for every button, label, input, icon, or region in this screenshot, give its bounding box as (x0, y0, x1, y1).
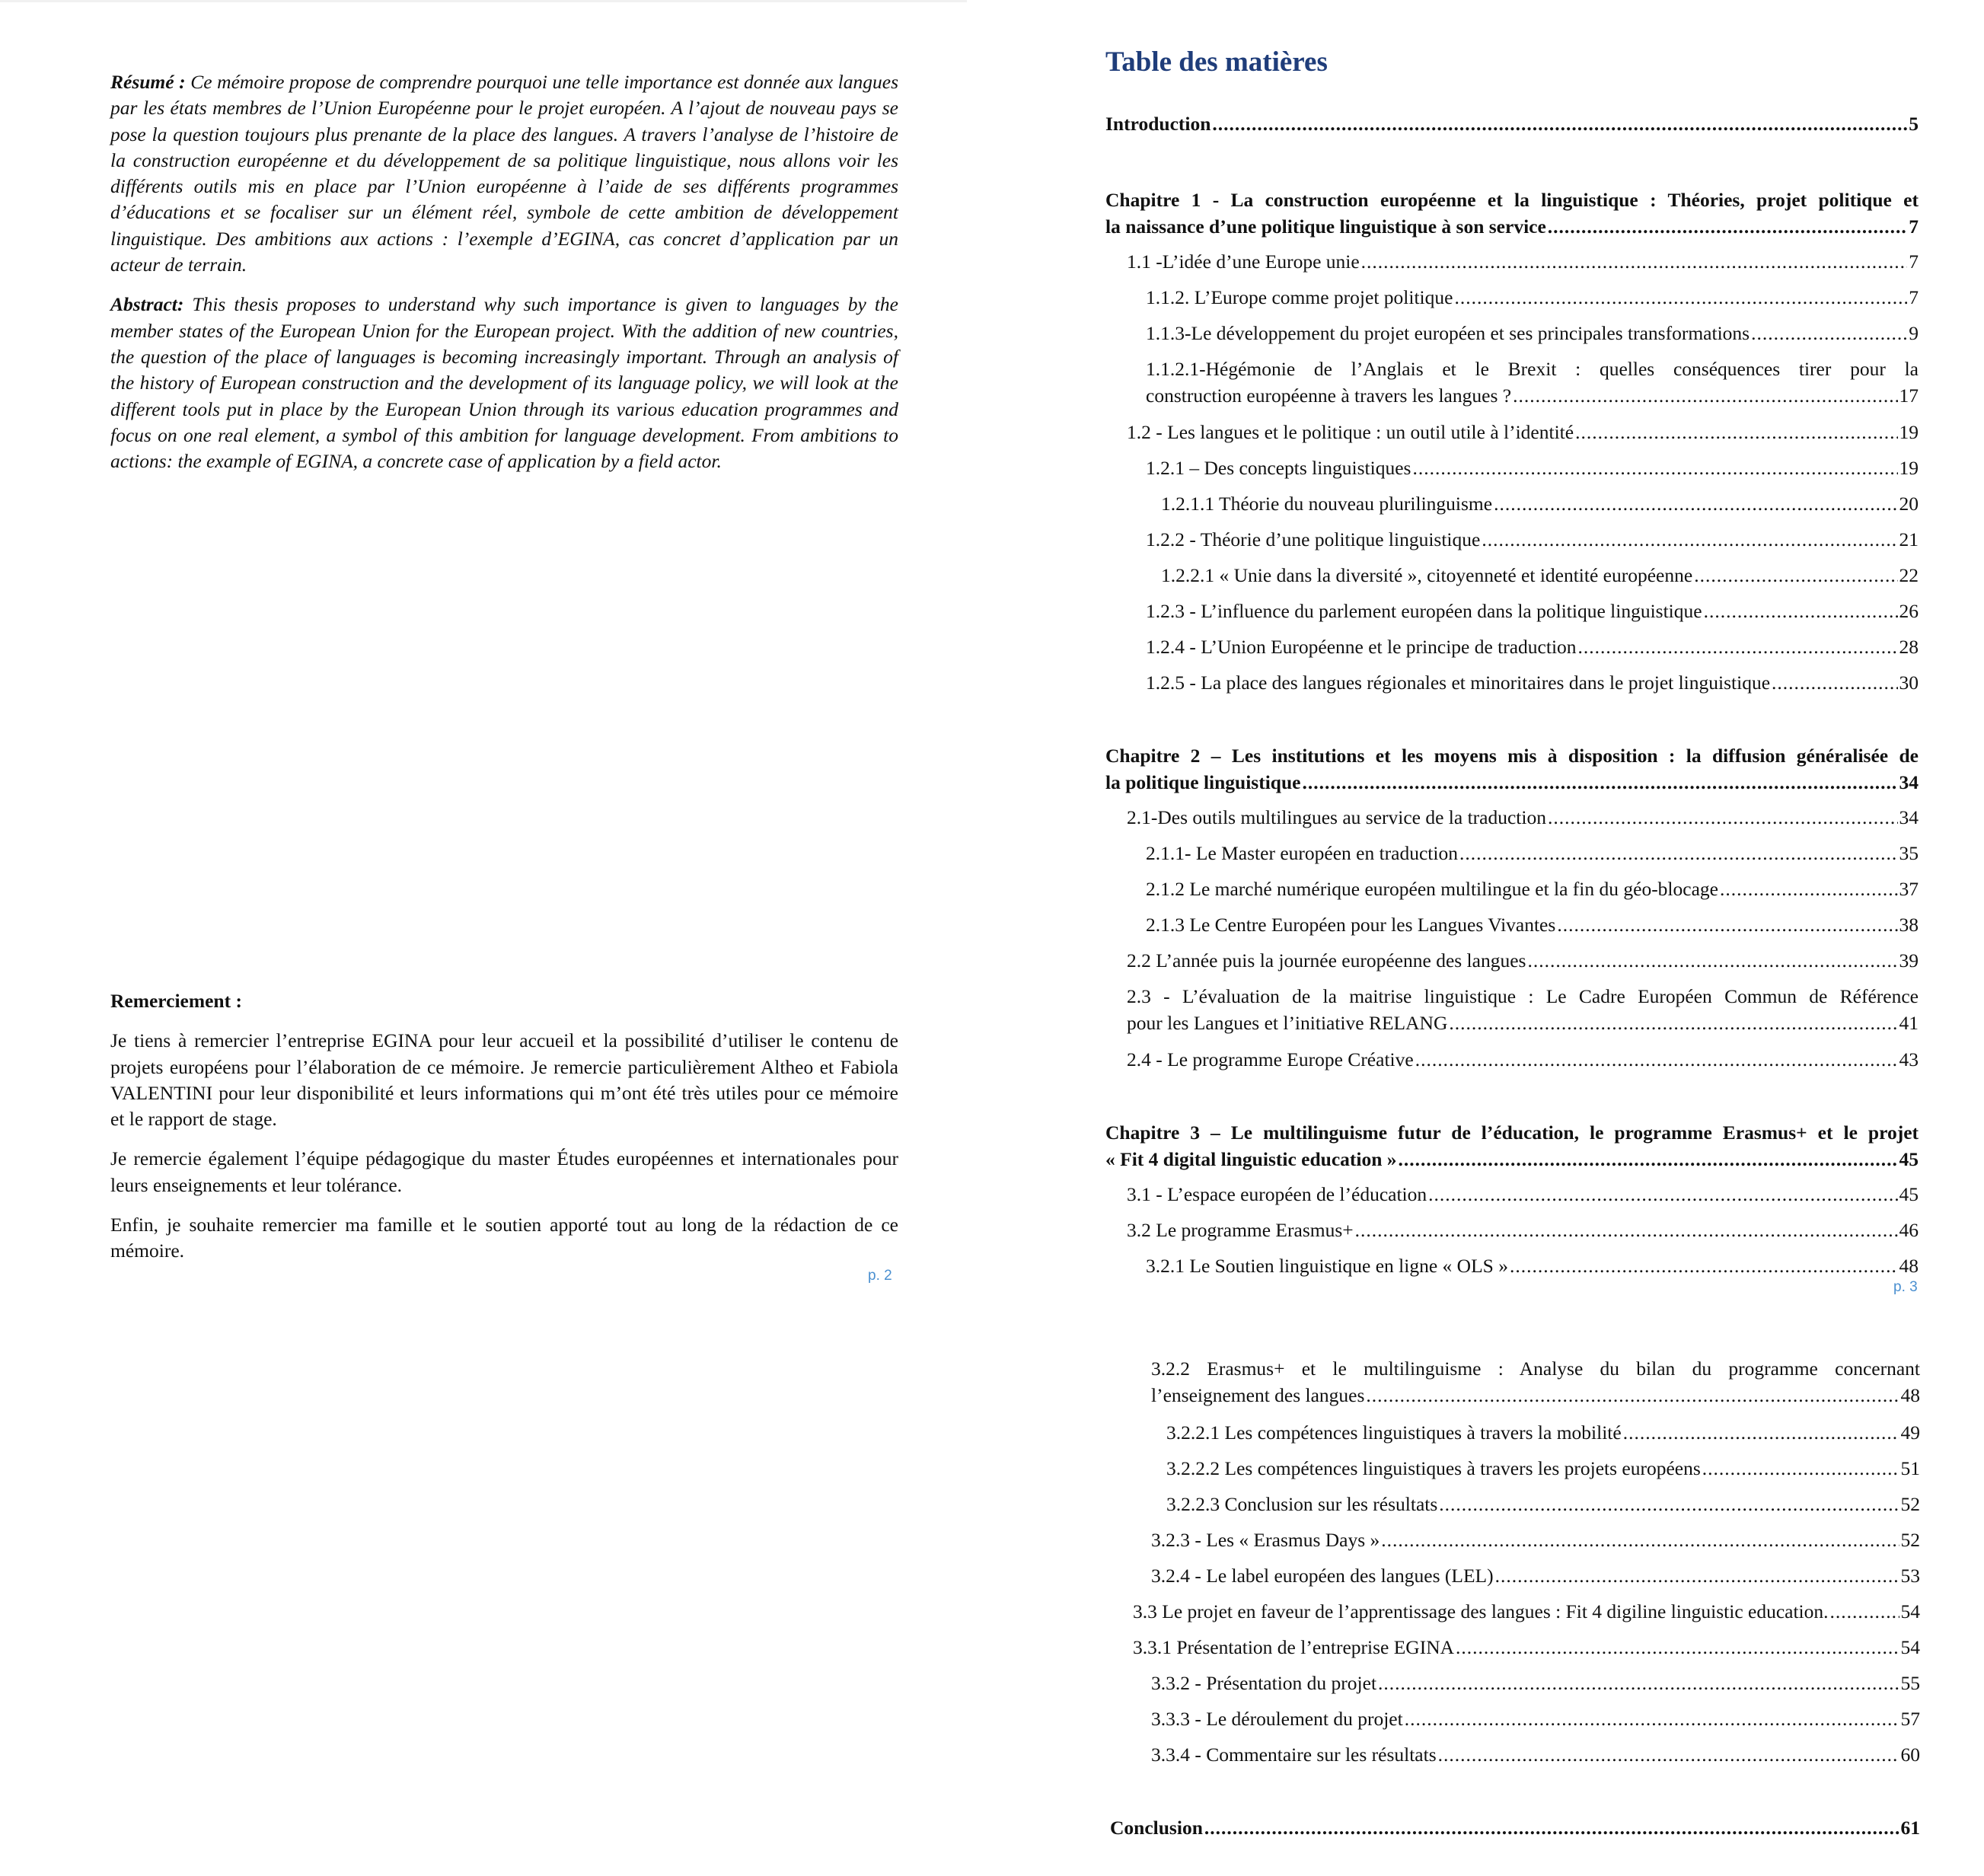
toc-entry-line (1146, 455, 1919, 481)
toc-entry-page: 49 (1900, 1421, 1920, 1444)
toc-entry-page: 54 (1900, 1636, 1920, 1658)
toc-entry-page: 52 (1900, 1493, 1920, 1515)
toc-entry[interactable] (1110, 1814, 1920, 1841)
toc-entry-label-line: Chapitre 2 – Les institutions et les moyens mis à disposition : la diffusion généralisée de (1105, 745, 1919, 767)
toc-entry[interactable] (1151, 1705, 1920, 1732)
toc-entry-label: 3.2.2.3 Conclusion sur les résultats (1166, 1493, 1438, 1515)
toc-dot-leader (1495, 1562, 1899, 1589)
toc-entry[interactable] (1127, 1181, 1919, 1208)
toc-entry-line (1105, 110, 1919, 137)
toc-dot-leader (1438, 1741, 1899, 1768)
toc-entry-page: 26 (1899, 600, 1919, 622)
acknowledgements-section (110, 988, 898, 1278)
toc-entry-label: Conclusion (1110, 1817, 1203, 1839)
toc-entry[interactable] (1146, 633, 1919, 660)
toc-title: Table des matières (1105, 46, 1328, 78)
abstract-label: Abstract: (110, 293, 184, 316)
toc-entry[interactable] (1105, 742, 1919, 796)
toc-entry[interactable] (1146, 284, 1919, 311)
toc-dot-leader (1494, 490, 1897, 517)
toc-entry[interactable] (1146, 911, 1919, 938)
toc-dot-leader (1548, 804, 1898, 831)
toc-entry-label: 3.3.3 - Le déroulement du projet (1151, 1708, 1403, 1730)
toc-entry-page: 41 (1899, 1012, 1919, 1034)
toc-dot-leader (1428, 1181, 1897, 1208)
toc-entry-label: 3.2 Le programme Erasmus+ (1127, 1219, 1354, 1241)
toc-entry-label: 3.1 - L’espace européen de l’éducation (1127, 1183, 1427, 1205)
toc-entry-line (1133, 1598, 1920, 1625)
toc-dot-leader (1513, 382, 1897, 409)
toc-entry-line (1127, 1046, 1919, 1073)
toc-dot-leader (1510, 1252, 1898, 1279)
toc-entry-line (1110, 1814, 1920, 1841)
toc-entry-label: 1.2.5 - La place des langues régionales et minoritaires dans le projet linguistique (1146, 672, 1771, 694)
toc-entry-label: pour les Langues et l’initiative RELANG (1127, 1012, 1448, 1034)
toc-entry-line (1166, 1419, 1920, 1446)
toc-entry-line (1146, 320, 1919, 346)
toc-entry-line (1146, 284, 1919, 311)
page-number-left: p. 2 (868, 1268, 892, 1284)
right-page (1066, 0, 1984, 1876)
toc-dot-leader (1399, 1146, 1898, 1172)
toc-entry-line (1146, 633, 1919, 660)
toc-entry-page: 45 (1899, 1148, 1919, 1170)
page-number-right: p. 3 (1893, 1279, 1918, 1295)
toc-entry[interactable] (1127, 983, 1919, 1036)
toc-entry-label: 1.2 - Les langues et le politique : un outil utile à l’identité (1127, 421, 1574, 443)
toc-dot-leader (1366, 1382, 1899, 1409)
acknowledgements-title: Remerciement : (110, 990, 242, 1012)
toc-entry[interactable] (1146, 1252, 1919, 1279)
toc-entry[interactable] (1133, 1634, 1920, 1661)
toc-entry-label-line: Chapitre 3 – Le multilinguisme futur de l’éducation, le programme Erasmus+ et le projet (1105, 1121, 1919, 1144)
toc-dot-leader (1623, 1419, 1899, 1446)
toc-dot-leader (1378, 1670, 1899, 1696)
toc-entry-page: 19 (1899, 457, 1919, 479)
toc-entry-label: 1.2.4 - L’Union Européenne et le principe de traduction (1146, 636, 1577, 658)
toc-entry-page: 7 (1909, 286, 1919, 308)
toc-entry[interactable] (1105, 110, 1919, 137)
toc-entry-page: 43 (1899, 1048, 1919, 1070)
toc-entry-label: 2.1.2 Le marché numérique européen multilingue et la fin du géo-blocage (1146, 878, 1718, 900)
toc-entry-line (1146, 876, 1919, 902)
toc-entry-page: 54 (1900, 1600, 1920, 1622)
toc-entry-label: l’enseignement des langues (1151, 1384, 1365, 1406)
toc-entry[interactable] (1151, 1527, 1920, 1553)
toc-entry-line (1105, 769, 1919, 796)
toc-dot-leader (1439, 1491, 1899, 1517)
toc-entry-line (1127, 1217, 1919, 1243)
toc-dot-leader (1548, 213, 1907, 240)
toc-entry[interactable] (1151, 1741, 1920, 1768)
toc-dot-leader (1830, 1598, 1899, 1625)
toc-entry-line (1151, 1741, 1920, 1768)
toc-entry[interactable] (1166, 1491, 1920, 1517)
toc-entry-label: la politique linguistique (1105, 771, 1301, 793)
toc-dot-leader (1702, 1455, 1899, 1482)
toc-entry-label: 2.2 L’année puis la journée européenne des langues (1127, 949, 1526, 972)
toc-entry-label: 3.2.2.2 Les compétences linguistiques à travers les projets européens (1166, 1457, 1701, 1479)
toc-entry-page: 5 (1909, 113, 1919, 135)
toc-entry[interactable] (1161, 490, 1919, 517)
toc-entry-label: 3.3.2 - Présentation du projet (1151, 1672, 1377, 1694)
toc-dot-leader (1694, 562, 1897, 589)
toc-entry[interactable] (1146, 320, 1919, 346)
abstract-text: This thesis proposes to understand why such importance is given to languages by the member states of the European Union for the European project. With the addition of new countries, the question of the place of languages is becoming increasingly important. Through an analysis of the history of European construction and the development of its language policy, we will look at the different tools put in place by the European Union through its various education programmes and focus on one real element, a symbol of this ambition for language development. From ambitions to actions: the example of EGINA, a concrete case of application by a field actor. (110, 293, 898, 473)
toc-entry-label: 1.2.1 – Des concepts linguistiques (1146, 457, 1411, 479)
toc-entry-label: construction européenne à travers les langues ? (1146, 384, 1512, 407)
toc-entry-page: 30 (1899, 672, 1919, 694)
toc-entry-line (1127, 248, 1919, 275)
toc-dot-leader (1355, 1217, 1898, 1243)
toc-entry-line (1127, 419, 1919, 445)
toc-entry-label: 1.2.2.1 « Unie dans la diversité », citoyenneté et identité européenne (1161, 564, 1693, 586)
toc-entry-line (1146, 526, 1919, 553)
toc-dot-leader (1578, 633, 1898, 660)
toc-dot-leader (1381, 1527, 1899, 1553)
toc-entry-label: 1.2.3 - L’influence du parlement européen dans la politique linguistique (1146, 600, 1702, 622)
toc-entry[interactable] (1127, 1217, 1919, 1243)
toc-entry-label: 3.3.1 Présentation de l’entreprise EGINA (1133, 1636, 1455, 1658)
toc-entry-page: 9 (1909, 322, 1919, 344)
toc-entry-page: 7 (1909, 215, 1919, 238)
toc-entry-page: 57 (1900, 1708, 1920, 1730)
toc-entry-line (1166, 1491, 1920, 1517)
toc-entry-page: 38 (1899, 914, 1919, 936)
toc-entry-line (1127, 1181, 1919, 1208)
toc-entry-line (1105, 1146, 1919, 1172)
toc-dot-leader (1720, 876, 1898, 902)
toc-entry-label: 1.2.2 - Théorie d’une politique linguistique (1146, 528, 1481, 550)
toc-entry-line (1133, 1634, 1920, 1661)
toc-entry[interactable] (1151, 1562, 1920, 1589)
toc-dot-leader (1454, 284, 1907, 311)
toc-dot-leader (1751, 320, 1907, 346)
toc-entry-page: 7 (1909, 250, 1919, 273)
toc-entry[interactable] (1127, 804, 1919, 831)
toc-entry-label: 2.4 - Le programme Europe Créative (1127, 1048, 1414, 1070)
toc-entry-line (1151, 1670, 1920, 1696)
toc-entry[interactable] (1166, 1419, 1920, 1446)
acknowledgements-paragraph: Enfin, je souhaite remercier ma famille et le soutien apporté tout au long de la rédaction de ce mémoire. (110, 1214, 898, 1262)
toc-entry[interactable] (1161, 562, 1919, 589)
toc-entry-line (1105, 213, 1919, 240)
toc-entry-line (1127, 804, 1919, 831)
toc-entry-page: 46 (1899, 1219, 1919, 1241)
toc-entry-label-line: 1.1.2.1-Hégémonie de l’Anglais et le Brexit : quelles conséquences tirer pour la (1146, 358, 1919, 380)
toc-entry-line (1146, 1252, 1919, 1279)
toc-dot-leader (1527, 947, 1897, 974)
toc-entry-line (1166, 1455, 1920, 1482)
toc-entry-label: 2.1.3 Le Centre Européen pour les Langues Vivantes (1146, 914, 1556, 936)
toc-entry-line (1146, 840, 1919, 866)
toc-entry-line (1151, 1527, 1920, 1553)
toc-entry-label: « Fit 4 digital linguistic education » (1105, 1148, 1397, 1170)
toc-dot-leader (1772, 669, 1897, 696)
toc-entry-line (1127, 1010, 1919, 1036)
toc-entry[interactable] (1151, 1355, 1920, 1409)
toc-entry-label: 3.2.4 - Le label européen des langues (LEL) (1151, 1565, 1494, 1587)
toc-entry-page: 55 (1900, 1672, 1920, 1694)
toc-dot-leader (1459, 840, 1898, 866)
toc-entry[interactable] (1151, 1670, 1920, 1696)
toc-entry-page: 34 (1899, 771, 1919, 793)
toc-dot-leader (1704, 598, 1898, 624)
toc-entry-label-line: Chapitre 1 - La construction européenne et la linguistique : Théories, projet politique et (1105, 189, 1919, 211)
toc-dot-leader (1405, 1705, 1899, 1732)
toc-entry-label: 1.1.2. L’Europe comme projet politique (1146, 286, 1453, 308)
toc-entry-page: 48 (1899, 1255, 1919, 1277)
toc-dot-leader (1449, 1010, 1897, 1036)
toc-entry-page: 61 (1900, 1817, 1920, 1839)
toc-dot-leader (1557, 911, 1897, 938)
abstract-paragraph (110, 292, 898, 474)
toc-entry[interactable] (1146, 669, 1919, 696)
toc-dot-leader (1575, 419, 1897, 445)
toc-entry-label: 1.1.3-Le développement du projet européen et ses principales transformations (1146, 322, 1750, 344)
summary-section (110, 69, 898, 488)
toc-entry-page: 28 (1899, 636, 1919, 658)
toc-entry[interactable] (1146, 598, 1919, 624)
toc-entry-label: 3.3 Le projet en faveur de l’apprentissage des langues : Fit 4 digiline linguistic education. (1133, 1600, 1829, 1622)
toc-entry-line (1151, 1705, 1920, 1732)
toc-entry-page: 17 (1899, 384, 1919, 407)
toc-entry[interactable] (1105, 1119, 1919, 1172)
toc-entry-line (1127, 947, 1919, 974)
toc-entry[interactable] (1146, 356, 1919, 409)
toc-entry-page: 52 (1900, 1529, 1920, 1551)
toc-entry[interactable] (1127, 947, 1919, 974)
toc-dot-leader (1415, 1046, 1898, 1073)
toc-entry-label: 1.2.1.1 Théorie du nouveau plurilinguisme (1161, 493, 1493, 515)
toc-entry-label: 1.1 -L’idée d’une Europe unie (1127, 250, 1360, 273)
toc-entry-label-line: 2.3 - L’évaluation de la maitrise linguistique : Le Cadre Européen Commun de Référence (1127, 985, 1919, 1007)
toc-entry-line (1161, 490, 1919, 517)
toc-entry[interactable] (1105, 187, 1919, 240)
toc-dot-leader (1303, 769, 1898, 796)
toc-dot-leader (1361, 248, 1908, 275)
toc-entry-page: 48 (1900, 1384, 1920, 1406)
resume-paragraph (110, 69, 898, 278)
toc-dot-leader (1204, 1814, 1899, 1841)
toc-entry-line (1146, 382, 1919, 409)
acknowledgements-paragraph: Je remercie également l’équipe pédagogique du master Études européennes et internationales pour leurs enseignements et leur tolérance. (110, 1147, 898, 1196)
toc-entry[interactable] (1133, 1598, 1920, 1625)
toc-entry-page: 45 (1899, 1183, 1919, 1205)
toc-dot-leader (1412, 455, 1897, 481)
toc-entry-line (1146, 598, 1919, 624)
toc-entry-line (1146, 669, 1919, 696)
toc-entry-line (1161, 562, 1919, 589)
toc-entry-label: 2.1.1- Le Master européen en traduction (1146, 842, 1458, 864)
toc-entry-line (1146, 911, 1919, 938)
toc-entry[interactable] (1166, 1455, 1920, 1482)
toc-dot-leader (1212, 110, 1907, 137)
toc-entry[interactable] (1127, 248, 1919, 275)
toc-entry-label: 3.2.2.1 Les compétences linguistiques à travers la mobilité (1166, 1421, 1622, 1444)
resume-text: Ce mémoire propose de comprendre pourquoi une telle importance est donnée aux langues par les états membres de l’Union Européenne pour le projet européen. A l’ajout de nouveau pays se pose la question toujours plus prenante de la place des langues. A travers l’analyse de l’histoire de la construction européenne et du développement de sa politique linguistique, nous allons voir les différents outils mis en place par l’Union européenne à l’aide de ses différents programmes d’éducations et se focaliser sur un élément réel, symbole de cette ambition de développement linguistique. Des ambitions aux actions : l’exemple d’EGINA, cas concret d’application par un acteur de terrain. (110, 71, 898, 276)
left-page (0, 0, 967, 1317)
toc-entry-page: 39 (1899, 949, 1919, 972)
resume-label: Résumé : (110, 71, 186, 93)
toc-entry[interactable] (1127, 419, 1919, 445)
toc-dot-leader (1456, 1634, 1899, 1661)
toc-entry-line (1151, 1562, 1920, 1589)
toc-entry-line (1151, 1382, 1920, 1409)
toc-entry-label: 3.3.4 - Commentaire sur les résultats (1151, 1744, 1437, 1766)
toc-entry-page: 37 (1899, 878, 1919, 900)
toc-entry[interactable] (1146, 526, 1919, 553)
toc-entry[interactable] (1146, 840, 1919, 866)
toc-entry-page: 19 (1899, 421, 1919, 443)
toc-entry-label: 3.2.3 - Les « Erasmus Days » (1151, 1529, 1380, 1551)
acknowledgements-paragraph: Je tiens à remercier l’entreprise EGINA pour leur accueil et la possibilité d’utiliser le contenu de projets européens pour l’élaboration de ce mémoire. Je remercie particulièrement Altheo et Fabiola VALENTINI pour leur disponibilité et leurs informations qui m’ont été très utiles pour ce mémoire et le rapport de stage. (110, 1029, 898, 1131)
toc-dot-leader (1482, 526, 1897, 553)
toc-entry-label: la naissance d’une politique linguistique à son service (1105, 215, 1546, 238)
toc-entry-page: 51 (1900, 1457, 1920, 1479)
toc-entry[interactable] (1127, 1046, 1919, 1073)
toc-entry-page: 60 (1900, 1744, 1920, 1766)
toc-entry-page: 34 (1899, 806, 1919, 828)
toc-entry-page: 35 (1899, 842, 1919, 864)
toc-entry-label: 2.1-Des outils multilingues au service de la traduction (1127, 806, 1546, 828)
toc-entry[interactable] (1146, 455, 1919, 481)
toc-entry-label: 3.2.1 Le Soutien linguistique en ligne « OLS » (1146, 1255, 1508, 1277)
toc-entry[interactable] (1146, 876, 1919, 902)
toc-entry-label-line: 3.2.2 Erasmus+ et le multilinguisme : Analyse du bilan du programme concernant (1151, 1358, 1920, 1380)
toc-entry-page: 22 (1899, 564, 1919, 586)
toc-entry-label: Introduction (1105, 113, 1211, 135)
toc-entry-page: 53 (1900, 1565, 1920, 1587)
toc-entry-page: 20 (1899, 493, 1919, 515)
toc-entry-page: 21 (1899, 528, 1919, 550)
